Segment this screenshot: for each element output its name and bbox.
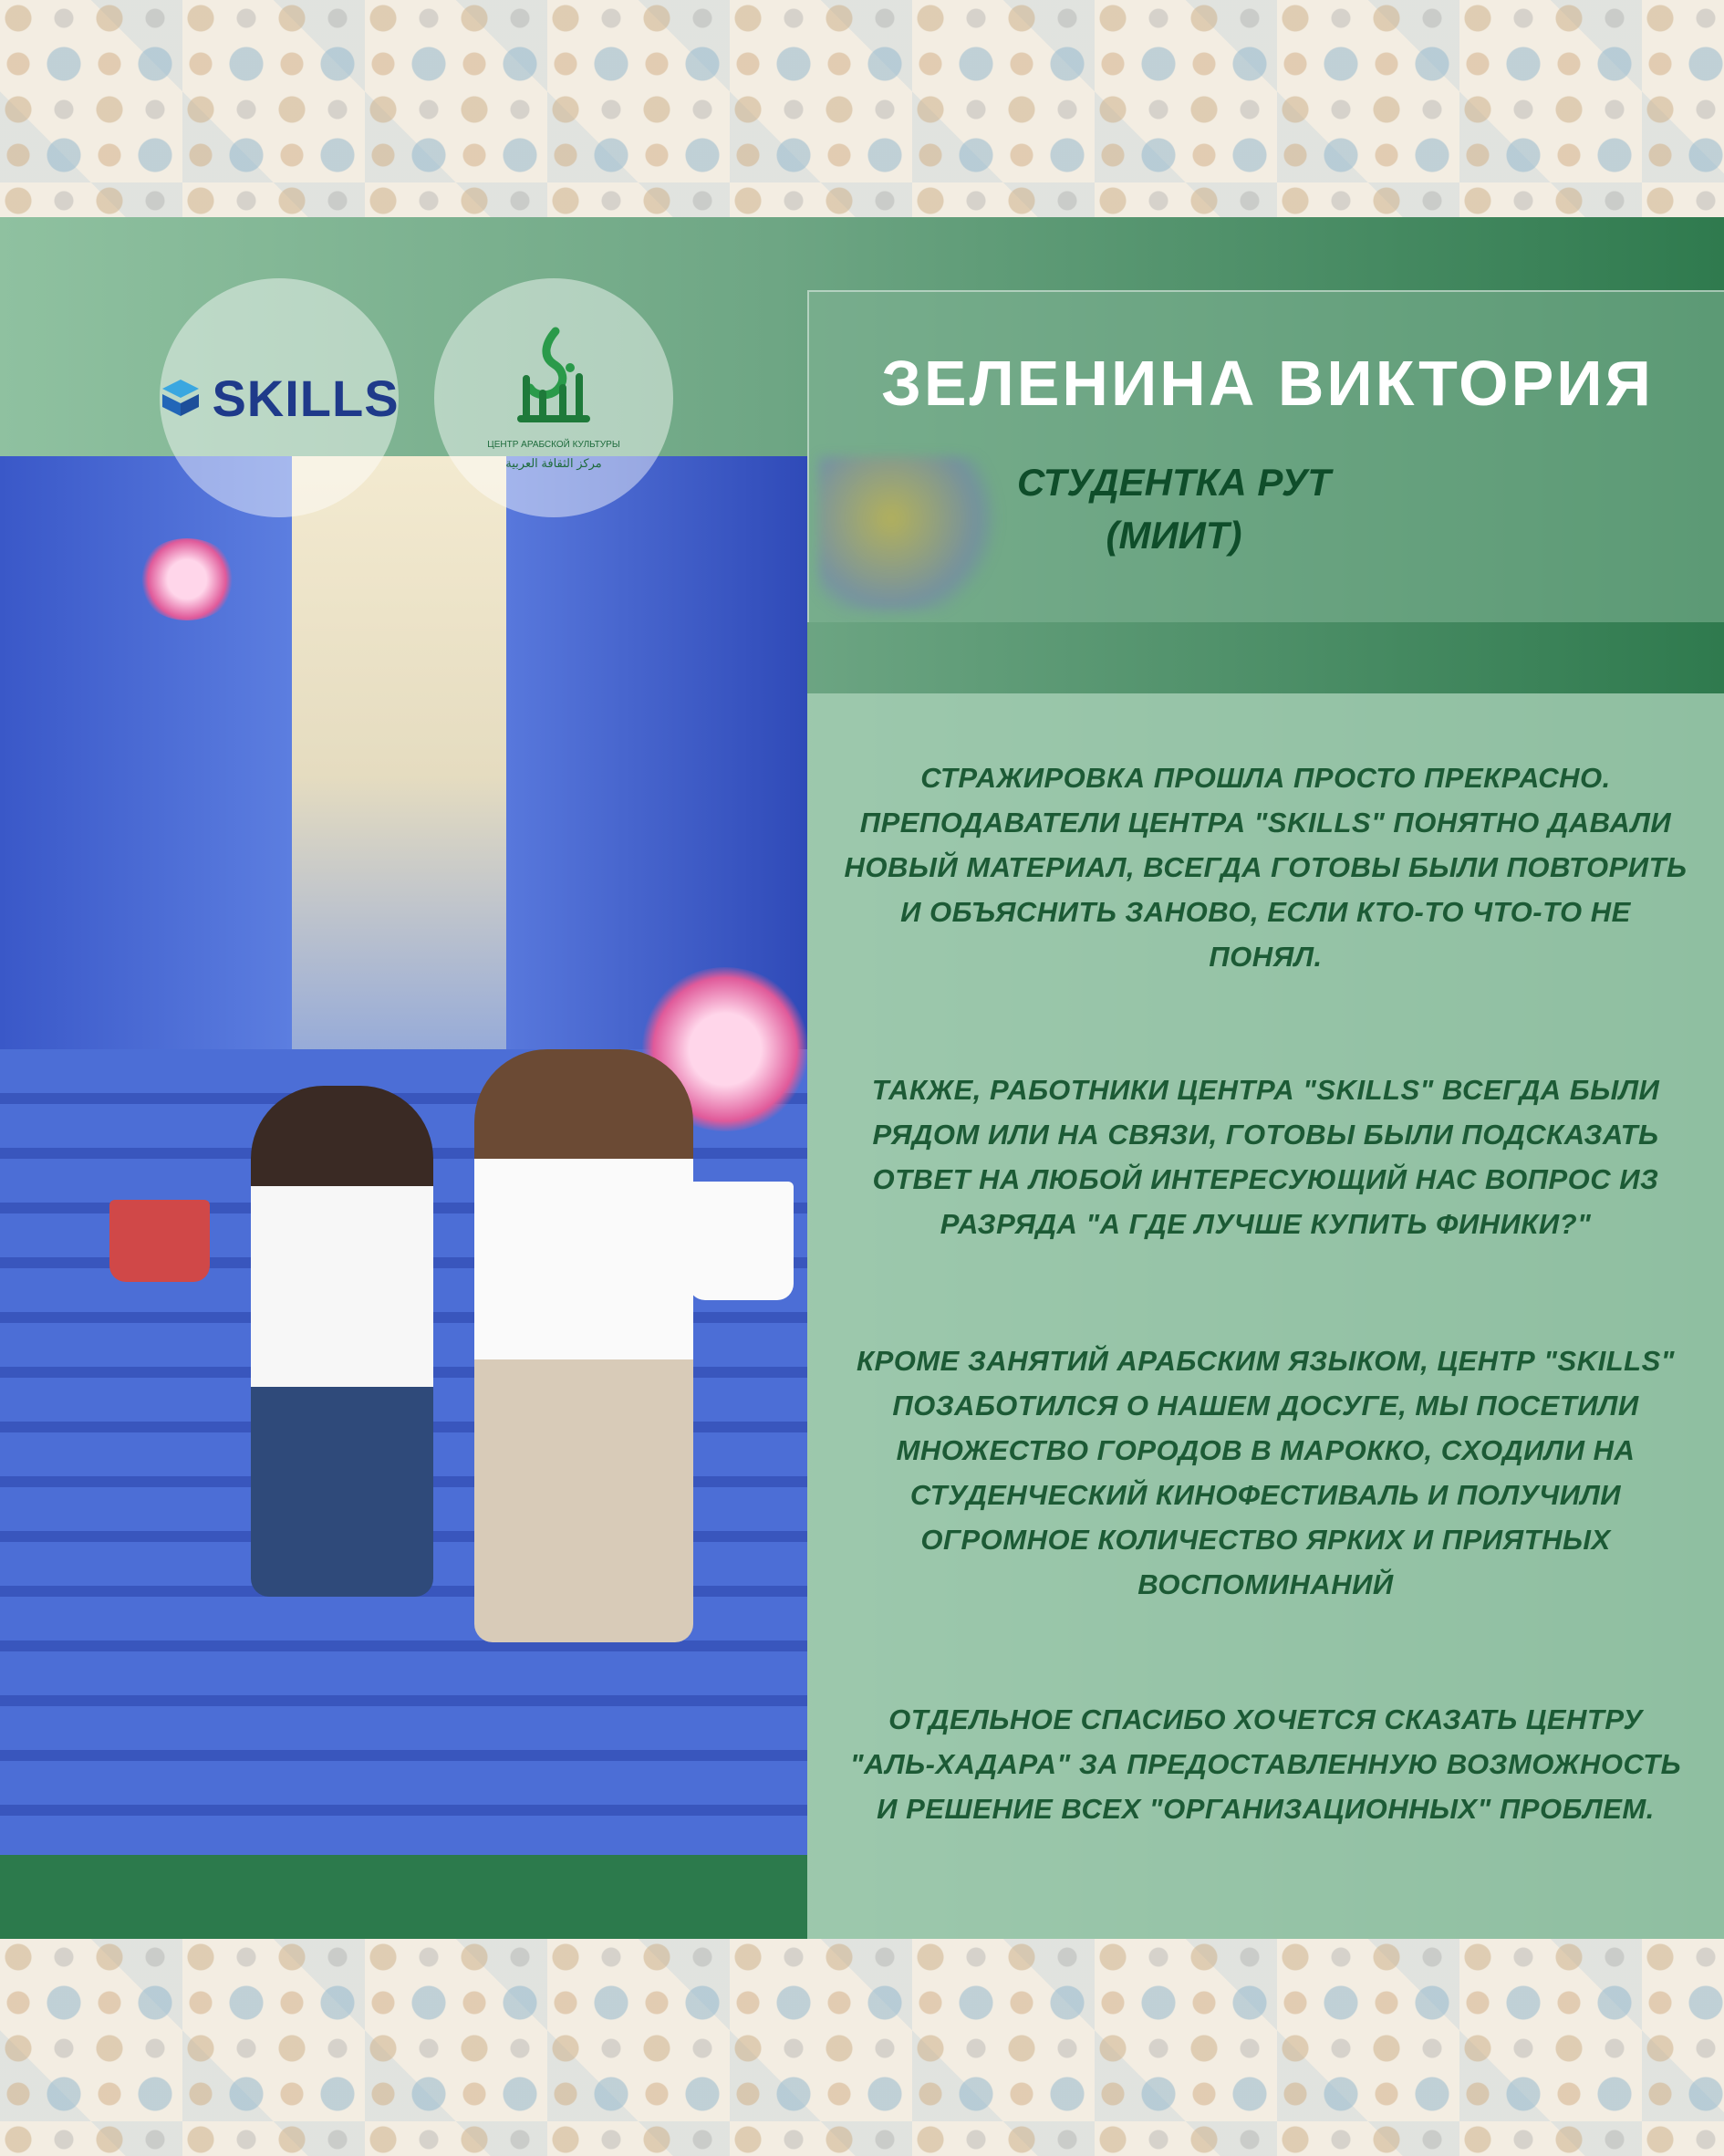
mosaic-pattern-bottom [0,1939,1724,2156]
review-paragraph-1: СТРАЖИРОВКА ПРОШЛА ПРОСТО ПРЕКРАСНО. ПРЕПОДАВАТЕЛИ ЦЕНТРА "SKILLS" ПОНЯТНО ДАВАЛИ НОВЫЙ МАТЕРИАЛ, ВСЕГДА ГОТОВЫ БЫЛИ ПОВТОРИТЬ И ОБЪЯСНИТЬ ЗАНОВО, ЕСЛИ КТО-ТО ЧТО-ТО НЕ ПОНЯЛ. [844,762,1688,973]
review-panel [807,693,1724,1939]
review-paragraph-4: ОТДЕЛЬНОЕ СПАСИБО ХОЧЕТСЯ СКАЗАТЬ ЦЕНТРУ "АЛЬ-ХАДАРА" ЗА ПРЕДОСТАВЛЕННУЮ ВОЗМОЖНОСТЬ И РЕШЕНИЕ ВСЕХ "ОРГАНИЗАЦИОННЫХ" ПРОБЛЕМ. [849,1703,1682,1825]
hadara-logo-caption-ar: مركز الثقافة العربية [505,456,602,471]
photo-flowers [137,538,237,620]
hadara-logo [434,278,673,517]
photo-person-left [251,1086,433,1597]
mosaic-pattern-top [0,0,1724,219]
name-panel [807,290,1724,622]
photo-alley [292,456,506,1095]
skills-logo [160,278,399,517]
cube-icon [159,376,203,420]
review-paragraph-2: ТАКЖЕ, РАБОТНИКИ ЦЕНТРА "SKILLS" ВСЕГДА БЫЛИ РЯДОМ ИЛИ НА СВЯЗИ, ГОТОВЫ БЫЛИ ПОДСКАЗАТЬ ОТВЕТ НА ЛЮБОЙ ИНТЕРЕСУЮЩИЙ НАС ВОПРОС ИЗ РАЗРЯДА "А ГДЕ ЛУЧШЕ КУПИТЬ ФИНИКИ?" [871,1074,1660,1240]
photo-pot [689,1182,794,1300]
bottom-green-strip [0,1855,807,1939]
skills-logo-text: SKILLS [212,369,400,427]
review-paragraph-3: КРОМЕ ЗАНЯТИЙ АРАБСКИМ ЯЗЫКОМ, ЦЕНТР "SKILLS" ПОЗАБОТИЛСЯ О НАШЕМ ДОСУГЕ, МЫ ПОСЕТИЛИ МНОЖЕСТВО ГОРОДОВ В МАРОККО, СХОДИЛИ НА СТУДЕНЧЕСКИЙ КИНОФЕСТИВАЛЬ И ПОЛУЧИЛИ ОГРОМНОЕ КОЛИЧЕСТВО ЯРКИХ И ПРИЯТНЫХ ВОСПОМИНАНИЙ [857,1345,1675,1600]
skills-logo-wordmark [159,369,399,428]
hadara-logo-caption-ru: ЦЕНТР АРАБСКОЙ КУЛЬТУРЫ [487,440,620,451]
photo-pot [109,1200,210,1282]
student-name: ЗЕЛЕНИНА ВИКТОРИЯ [881,348,1654,419]
photo-person-right [474,1049,693,1642]
student-role-line-2: (МИИТ) [1106,514,1242,557]
hadara-calligraphy-icon [499,324,608,433]
student-role [946,456,1402,562]
student-role-line-1: СТУДЕНТКА РУТ [1017,461,1331,504]
student-photo [0,456,807,1855]
